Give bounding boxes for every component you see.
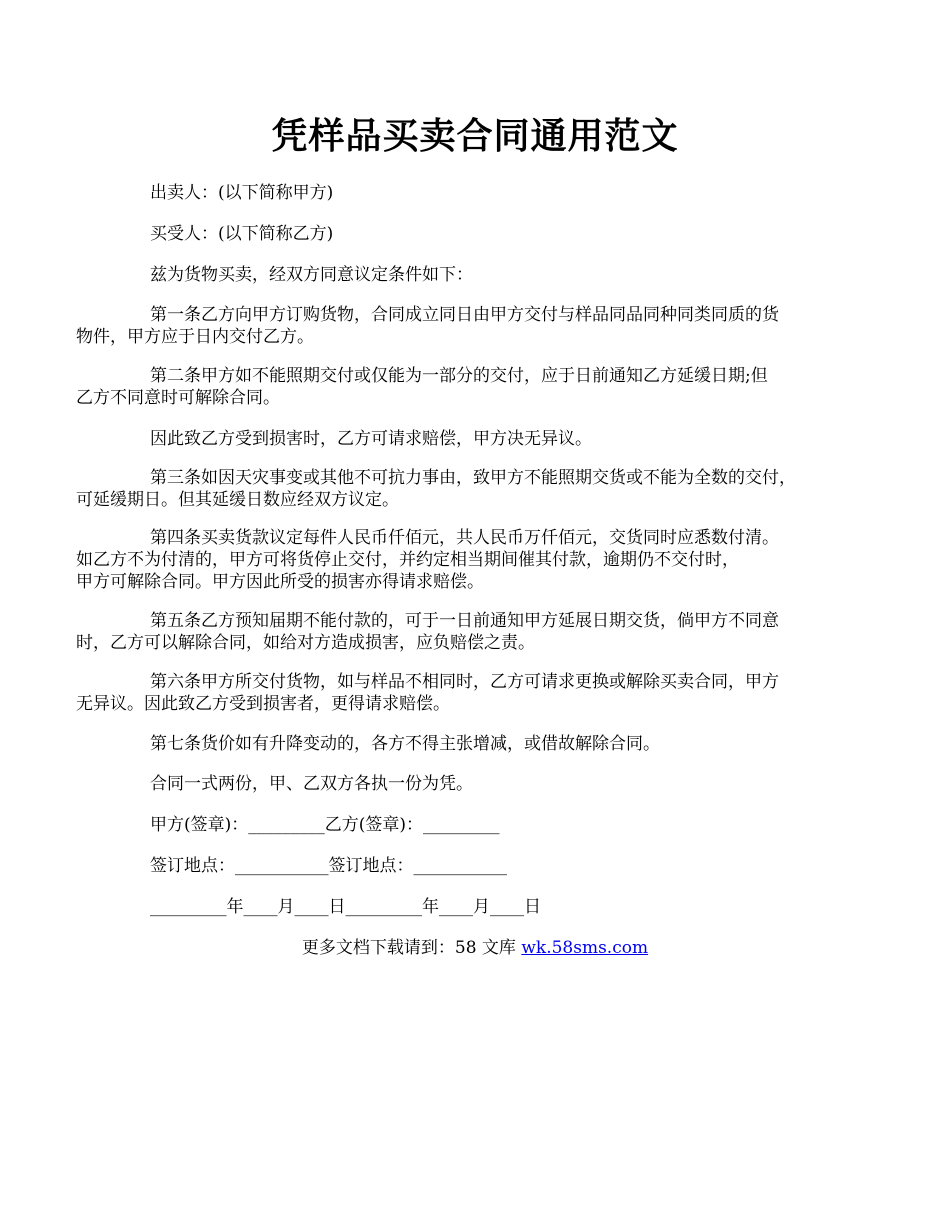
text-line: 如乙方不为付清的，甲方可将货停止交付，并约定相当期间催其付款，逾期仍不交付时， <box>76 550 739 570</box>
clause-seller <box>113 182 853 204</box>
text-line: 时，乙方可以解除合同，如给对方造成损害，应负赔偿之责。 <box>76 633 535 653</box>
document-title: 凭样品买卖合同通用范文 <box>271 115 679 157</box>
clause-article-1 <box>76 304 853 348</box>
clause-article-2 <box>76 365 853 409</box>
clause-buyer <box>113 223 853 245</box>
text-line: 第五条乙方预知届期不能付款的，可于一日前通知甲方延展日期交货，倘甲方不同意 <box>150 611 779 631</box>
clause-copies <box>113 773 853 795</box>
text-line: 甲方可解除合同。甲方因此所受的损害亦得请求赔偿。 <box>76 572 484 592</box>
download-footer <box>0 937 950 959</box>
text-line: 兹为货物买卖，经双方同意议定条件如下： <box>150 265 473 285</box>
clause-article-7 <box>113 733 853 755</box>
clause-article-6 <box>76 671 853 715</box>
text-line: 合同一式两份，甲、乙双方各执一份为凭。 <box>150 774 473 794</box>
text-line: 出卖人：(以下简称甲方) <box>150 183 334 203</box>
text-line: 买受人：(以下简称乙方) <box>150 224 334 244</box>
text-line: 第六条甲方所交付货物，如与样品不相同时，乙方可请求更换或解除买卖合同，甲方 <box>150 672 779 692</box>
signature-seal-line: 甲方(签章)：_________乙方(签章)：_________ <box>150 815 500 835</box>
text-line: 第四条买卖货款议定每件人民币仟佰元，共人民币万仟佰元，交货同时应悉数付清。 <box>150 528 779 548</box>
text-line: 第三条如因天灾事变或其他不可抗力事由，致甲方不能照期交货或不能为全数的交付， <box>150 468 796 488</box>
clause-article-4 <box>76 527 853 593</box>
text-line: 无异议。因此致乙方受到损害者，更得请求赔偿。 <box>76 694 450 714</box>
text-line: 物件，甲方应于日内交付乙方。 <box>76 327 314 347</box>
signature-place-line: 签订地点：___________签订地点：___________ <box>150 856 507 876</box>
clause-damage <box>113 428 853 450</box>
text-line: 第一条乙方向甲方订购货物，合同成立同日由甲方交付与样品同品同种同类同质的货 <box>150 305 779 325</box>
footer-link[interactable]: wk.58sms.com <box>521 938 649 958</box>
text-line: 第二条甲方如不能照期交付或仅能为一部分的交付，应于日前通知乙方延缓日期;但 <box>150 366 768 386</box>
clause-article-5 <box>76 610 853 654</box>
text-line: 因此致乙方受到损害时，乙方可请求赔偿，甲方决无异议。 <box>150 429 592 449</box>
clause-article-3 <box>76 467 853 511</box>
text-line: 第七条货价如有升降变动的，各方不得主张增减，或借故解除合同。 <box>150 734 660 754</box>
text-line: 乙方不同意时可解除合同。 <box>76 388 280 408</box>
clause-intro <box>113 264 853 286</box>
text-line: 可延缓期日。但其延缓日数应经双方议定。 <box>76 490 399 510</box>
signature-date-line: _________年____月____日_________年____月____日 <box>150 897 541 917</box>
footer-text: 更多文档下载请到：58 文库 <box>301 938 522 958</box>
